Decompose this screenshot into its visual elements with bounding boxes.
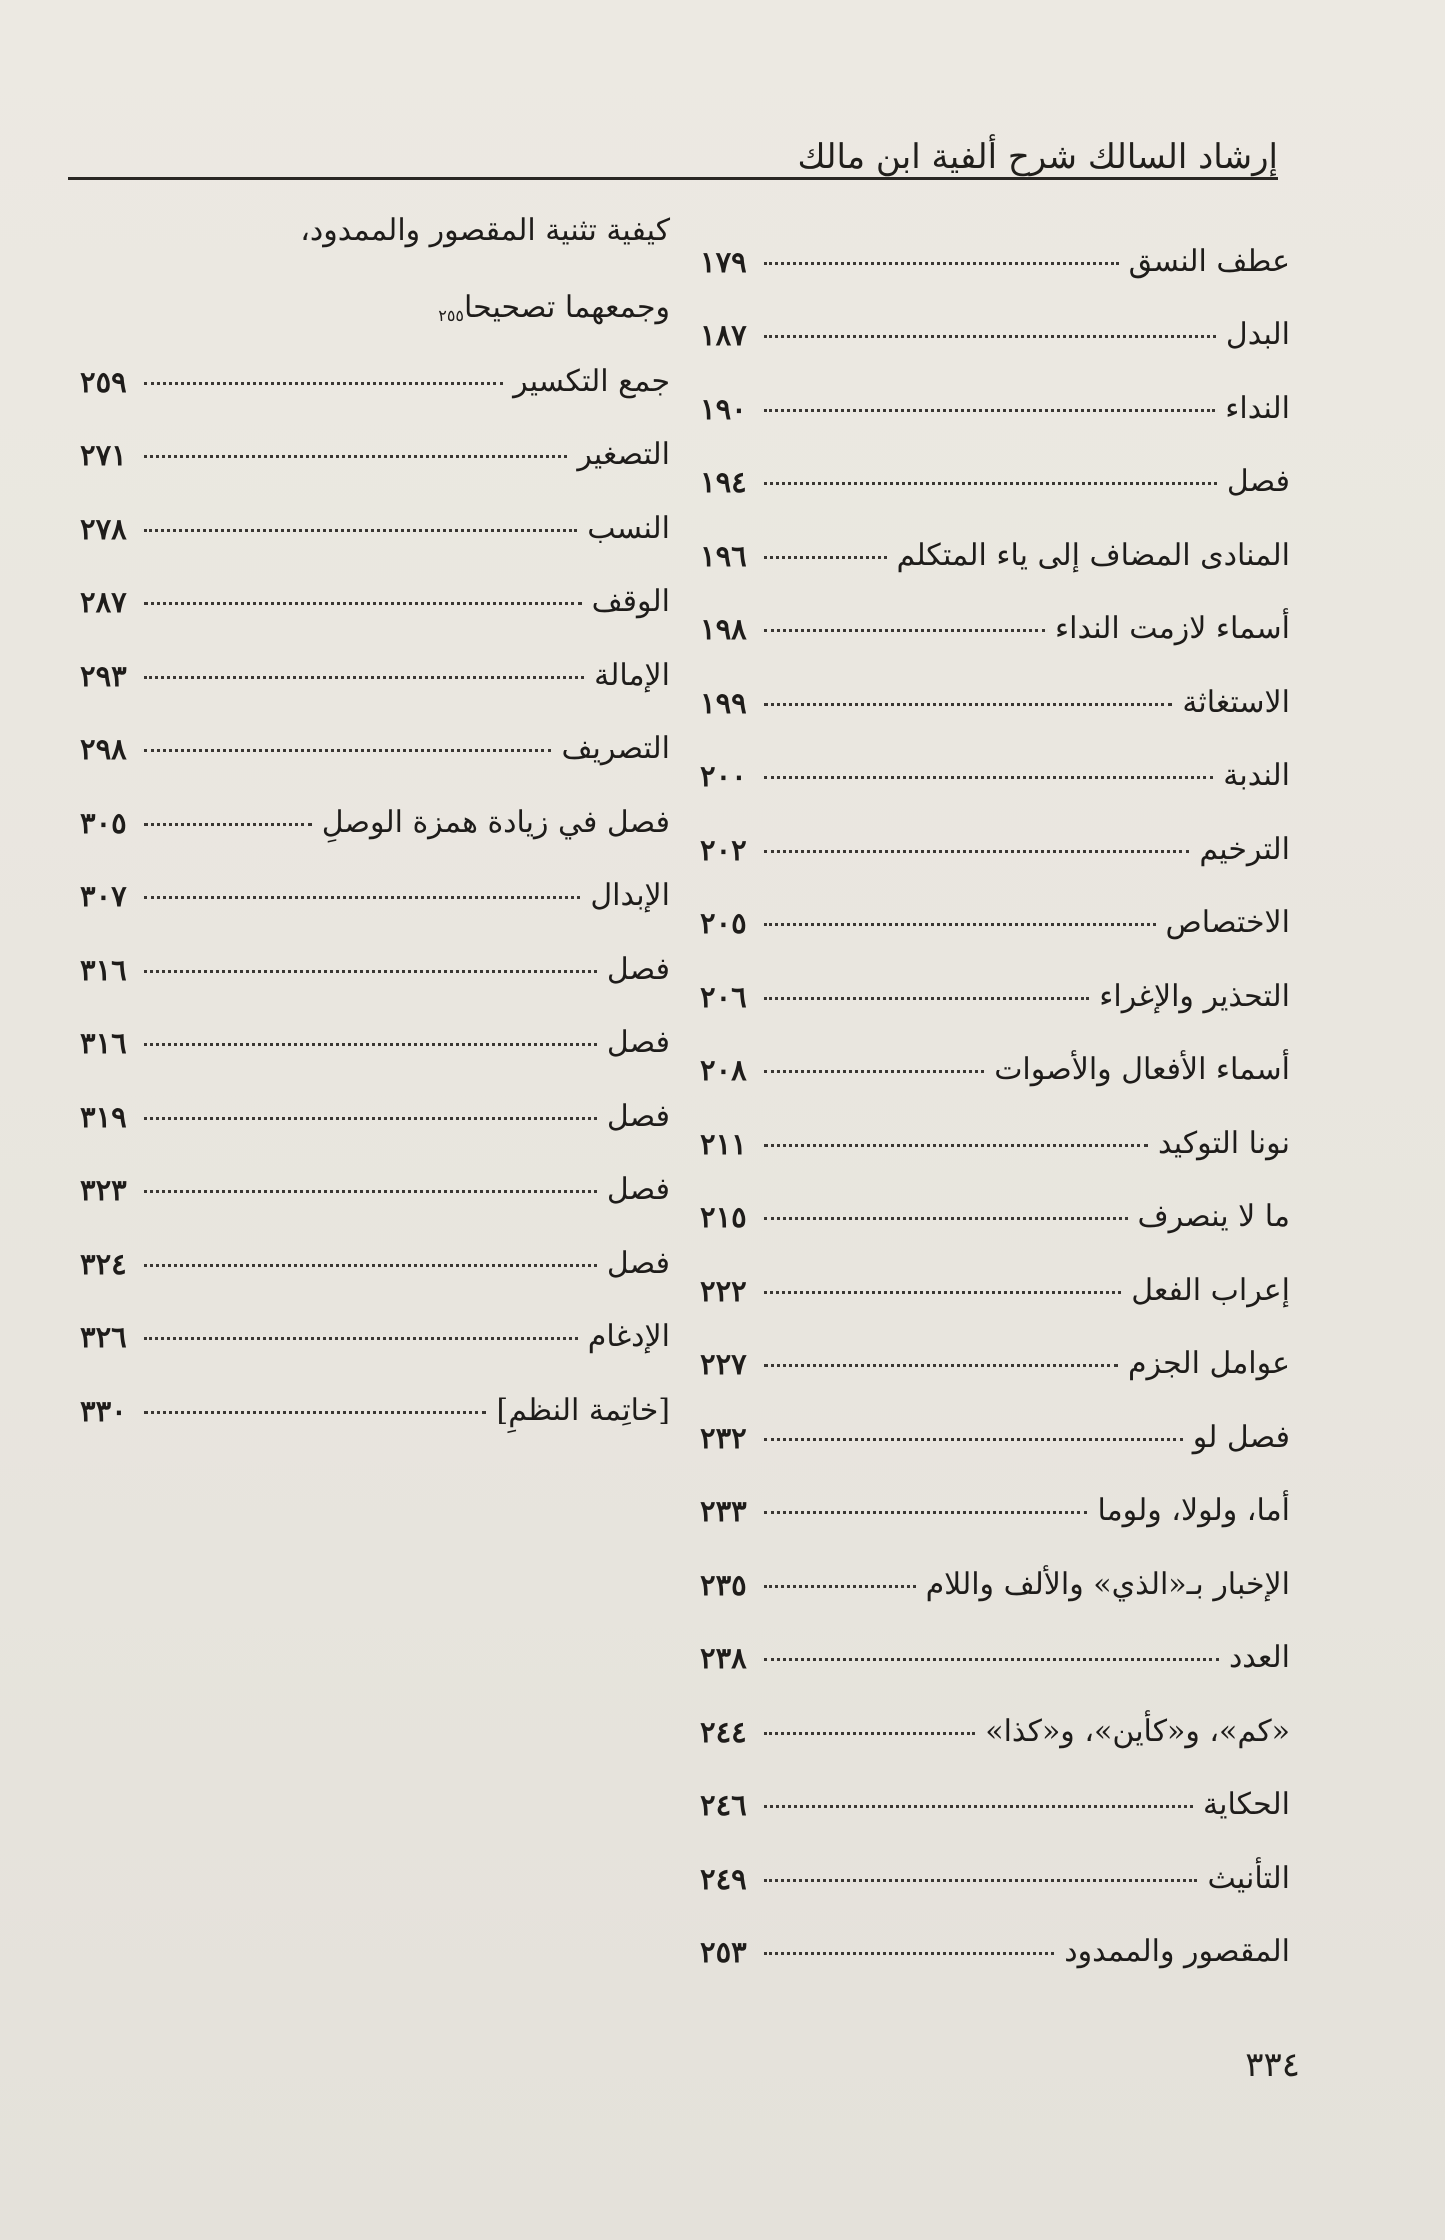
leader-dots (144, 529, 577, 532)
toc-entry (80, 987, 670, 1061)
toc-entry (80, 1281, 670, 1355)
leader-dots (764, 1217, 1128, 1220)
leader-dots (764, 1658, 1219, 1661)
leader-dots (764, 335, 1216, 338)
toc-entry-title: ما لا ينصرف (1137, 1199, 1290, 1234)
leader-dots (764, 1952, 1054, 1955)
toc-page-number: ٢٣٢ (700, 1420, 747, 1455)
toc-page-number: ٢٧٨ (80, 511, 127, 546)
toc-entry (700, 1749, 1290, 1823)
toc-entry (80, 1354, 670, 1428)
toc-entry-title: الوقف (591, 584, 670, 619)
leader-dots (764, 1585, 916, 1588)
leader-dots (144, 896, 580, 899)
toc-entry (700, 1014, 1290, 1088)
toc-page-number: ٢٩٣ (80, 658, 127, 693)
toc-entry (700, 352, 1290, 426)
leader-dots (144, 455, 567, 458)
toc-entry-title: [خاتِمة النظمِ] (496, 1392, 670, 1428)
leader-dots (144, 1117, 597, 1120)
toc-entry (700, 646, 1290, 720)
toc-page-number: ٢٨٧ (80, 585, 127, 619)
toc-entry-title-line1: كيفية تثنية المقصور والممدود، (300, 213, 670, 248)
toc-page-number: ١٩٠ (700, 391, 747, 426)
toc-entry (80, 1134, 670, 1208)
toc-page-number: ٣١٦ (80, 952, 127, 987)
leader-dots (764, 1732, 975, 1735)
toc-entry (700, 1896, 1290, 1970)
toc-entry-title: الندبة (1223, 758, 1290, 793)
toc-entry (700, 205, 1290, 279)
leader-dots (144, 1411, 486, 1414)
leader-dots (764, 1070, 984, 1073)
toc-entry (80, 1060, 670, 1134)
leader-dots (764, 703, 1172, 706)
toc-entry-title: العدد (1228, 1640, 1290, 1675)
toc-entry-title: «كم»، و«كأين»، و«كذا» (985, 1713, 1290, 1749)
toc-entry (700, 1675, 1290, 1749)
toc-page-number: ٣١٩ (80, 1099, 127, 1134)
toc-entry (80, 913, 670, 987)
toc-entry-title: الحكاية (1203, 1787, 1290, 1822)
toc-page-number: ٢٠٨ (700, 1053, 747, 1087)
toc-entry (700, 426, 1290, 500)
leader-dots (764, 997, 1089, 1000)
toc-entry (80, 399, 670, 473)
toc-entry-title: عطف النسق (1128, 243, 1290, 279)
leader-dots (764, 556, 887, 559)
toc-page-number: ٢٤٩ (700, 1861, 747, 1896)
toc-entry (700, 1455, 1290, 1529)
toc-entry-title: فصل (606, 1245, 670, 1281)
toc-entry-title: المقصور والممدود (1064, 1934, 1290, 1969)
toc-entry-title: فصل (606, 1025, 670, 1060)
leader-dots (144, 1264, 597, 1267)
toc-entry-title: التصريف (561, 731, 670, 766)
leader-dots (764, 1879, 1197, 1882)
toc-entry-title: فصل (606, 1098, 670, 1134)
toc-page-number: ١٩٩ (700, 685, 747, 720)
toc-page-number: ١٩٨ (700, 612, 747, 646)
leader-dots (144, 1190, 597, 1193)
toc-page-number: ٢٥٣ (700, 1935, 747, 1969)
toc-page-number: ٣٢٤ (80, 1246, 127, 1281)
toc-page-number: ٢٥٥ (438, 306, 464, 325)
toc-page-number: ٢٠٦ (700, 979, 747, 1014)
leader-dots (144, 970, 597, 973)
toc-entry-title: فصل في زيادة همزة الوصلِ (321, 804, 670, 840)
leader-dots (764, 1511, 1087, 1514)
toc-page-number: ٣٠٧ (80, 879, 127, 913)
toc-entry (80, 693, 670, 767)
leader-dots (144, 749, 551, 752)
toc-page-number: ٣٢٦ (80, 1320, 127, 1354)
toc-entry-title: فصل (606, 1172, 670, 1207)
toc-entry-title-line2: وجمعهما تصحيحا (464, 290, 670, 325)
toc-page-number: ٢١٥ (700, 1200, 747, 1234)
toc-entry (80, 205, 670, 325)
toc-entry (700, 499, 1290, 573)
leader-dots (144, 1043, 597, 1046)
toc-entry (700, 1602, 1290, 1676)
toc-page-number: ١٨٧ (700, 318, 747, 352)
toc-page-number: ١٩٤ (700, 465, 747, 499)
toc-entry-title: الاستغاثة (1182, 684, 1290, 720)
toc-page-number: ٢٣٨ (700, 1641, 747, 1675)
toc-entry-title: التحذير والإغراء (1099, 978, 1290, 1014)
toc-entry (700, 573, 1290, 647)
toc-entry (80, 546, 670, 620)
toc-entry-title: النسب (587, 510, 670, 546)
toc-column-left (80, 205, 670, 1428)
toc-page-number: ٢٠٥ (700, 906, 747, 940)
toc-entry (700, 1087, 1290, 1161)
toc-page-number: ٣١٦ (80, 1026, 127, 1060)
toc-page-number: ٢٧١ (80, 438, 127, 472)
toc-entry-title: عوامل الجزم (1127, 1346, 1290, 1381)
toc-entry-title: نونا التوكيد (1158, 1125, 1290, 1161)
toc-entry-title: التصغير (577, 437, 670, 472)
toc-entry (700, 1234, 1290, 1308)
toc-page-number: ٢٢٧ (700, 1347, 747, 1381)
leader-dots (144, 382, 503, 385)
toc-entry-title: الترخيم (1199, 831, 1290, 867)
toc-page-number: ٢٤٤ (700, 1714, 747, 1749)
toc-entry (700, 1161, 1290, 1235)
toc-entry-title: فصل (606, 951, 670, 987)
running-header: إرشاد السالك شرح ألفية ابن مالك (797, 137, 1278, 177)
toc-entry-title: البدل (1225, 317, 1290, 352)
leader-dots (144, 1337, 578, 1340)
toc-entry-title: النداء (1225, 390, 1290, 426)
toc-entry (80, 325, 670, 399)
toc-page-number: ٢١١ (700, 1126, 747, 1161)
toc-page-number: ٢٤٦ (700, 1788, 747, 1822)
toc-page-number: ٢٩٨ (80, 732, 127, 766)
toc-page-number: ٣٣٠ (80, 1393, 127, 1428)
toc-page-number: ١٩٦ (700, 538, 747, 573)
toc-entry (80, 840, 670, 914)
toc-entry (700, 720, 1290, 794)
toc-entry-title: أسماء لازمت النداء (1055, 611, 1290, 646)
leader-dots (764, 1438, 1183, 1441)
toc-entry (700, 1381, 1290, 1455)
toc-entry-title: أما، ولولا، ولوما (1097, 1493, 1290, 1528)
toc-entry-title: إعراب الفعل (1131, 1272, 1290, 1308)
toc-entry (700, 793, 1290, 867)
toc-page-number: ٢٣٣ (700, 1494, 747, 1528)
toc-page-number: ٣٠٥ (80, 805, 127, 840)
toc-entry-title: فصل لو (1192, 1419, 1290, 1455)
toc-page-number: ٢٥٩ (80, 364, 127, 399)
toc-entry-title: المنادى المضاف إلى ياء المتكلم (896, 537, 1290, 573)
toc-entry (80, 766, 670, 840)
toc-entry (80, 472, 670, 546)
toc-entry (700, 867, 1290, 941)
toc-entry (700, 279, 1290, 353)
toc-entry-title: جمع التكسير (513, 363, 670, 399)
leader-dots (764, 1144, 1148, 1147)
header-rule (68, 177, 1278, 180)
leader-dots (764, 1805, 1193, 1808)
leader-dots (144, 823, 312, 826)
toc-entry-title: الاختصاص (1165, 905, 1290, 940)
toc-entry-title: الإمالة (594, 657, 670, 693)
page-folio: ٣٣٤ (1245, 2045, 1300, 2085)
toc-page-number: ٢٢٢ (700, 1273, 747, 1308)
leader-dots (764, 776, 1213, 779)
leader-dots (764, 923, 1156, 926)
leader-dots (764, 1291, 1121, 1294)
leader-dots (144, 676, 584, 679)
toc-entry (80, 619, 670, 693)
toc-entry (700, 1308, 1290, 1382)
toc-column-right (700, 205, 1290, 1969)
toc-entry-title: الإبدال (590, 878, 670, 913)
toc-entry-title: التأنيث (1207, 1860, 1290, 1896)
toc-entry-title: الإدغام (587, 1319, 670, 1354)
leader-dots (764, 629, 1045, 632)
toc-page-number: ١٧٩ (700, 244, 747, 279)
leader-dots (144, 602, 582, 605)
leader-dots (764, 850, 1189, 853)
toc-entry-title: الإخبار بـ«الذي» والألف واللام (925, 1566, 1290, 1602)
leader-dots (764, 262, 1119, 265)
toc-page-number: ٢٠٠ (700, 759, 747, 793)
toc-page-number: ٢٣٥ (700, 1567, 747, 1602)
leader-dots (764, 1364, 1118, 1367)
toc-entry (700, 1822, 1290, 1896)
toc-page-number: ٢٠٢ (700, 832, 747, 867)
toc-entry (700, 940, 1290, 1014)
toc-entry-title: أسماء الأفعال والأصوات (994, 1052, 1290, 1087)
toc-page-number: ٣٢٣ (80, 1173, 127, 1207)
toc-entry (700, 1528, 1290, 1602)
leader-dots (764, 482, 1217, 485)
toc-entry (80, 1207, 670, 1281)
toc-entry-title: فصل (1226, 464, 1290, 499)
leader-dots (764, 409, 1215, 412)
